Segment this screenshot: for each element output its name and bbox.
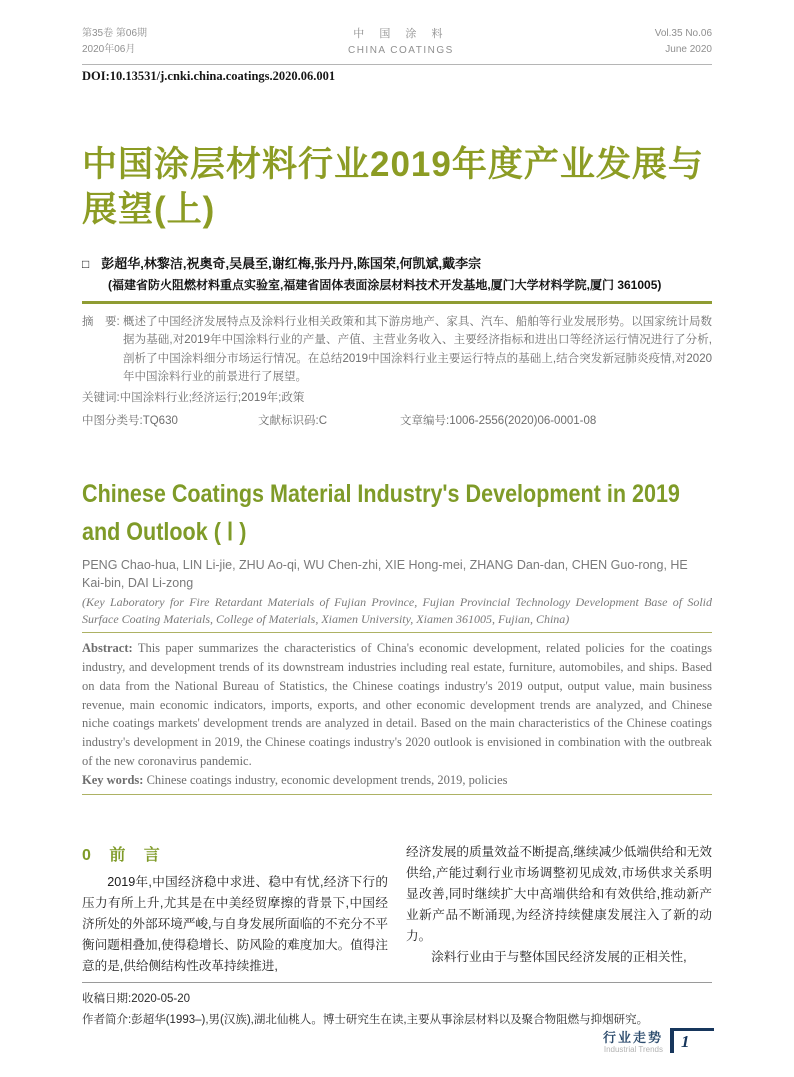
received-date: 收稿日期:2020-05-20 (82, 992, 191, 1005)
author-marker-square: □ (82, 256, 90, 271)
header-center (348, 26, 454, 59)
divider-authors (82, 301, 712, 304)
article-id-label: 文章编号: (400, 414, 450, 427)
body-paragraph: 经济发展的质量效益不断提高,继续减少低端供给和无效供给,产能过剩行业市场调整初见成效,市场供求关系明显改善,同时继续扩大中高端供给和有效供给,推动新产业新产品不断涌现,为经济持续健康发展注入了新的动力。 (406, 845, 712, 943)
body-column-left (82, 842, 388, 976)
column-label-cn: 行业走势 (602, 1030, 663, 1046)
footer-mark (603, 1028, 714, 1055)
abstract-en-text: This paper summarizes the characteristics of China's economic development, related policies for the coatings industry, and development trends of its downstream industries including real estate, furniture, automobiles, and ships. Based on data from the National Bureau of Statistics, the Chinese coatings industry's 2019 output, output value, main business revenue, main economic indicators, imports, exports, and other economic development trends are analyzed, and Chinese niche coatings markets' development trends are analyzed in detail. Based on the main characteristics of the Chinese coatings industry's development in 2019, the Chinese coatings industry's 2020 outlook is envisioned in combination with the outbreak of the new coronavirus pandemic. (82, 641, 712, 768)
classification-row (82, 412, 712, 431)
doi-line: DOI:10.13531/j.cnki.china.coatings.2020.06.001 (82, 68, 336, 83)
doc-code-item (258, 412, 400, 431)
keywords-en-row (82, 771, 712, 790)
authors-row-cn (82, 253, 712, 272)
keywords-en-text: Chinese coatings industry, economic development trends, 2019, policies (143, 772, 508, 787)
divider-en-abstract-top (82, 632, 712, 633)
abstract-cn-label: 摘 要: (82, 315, 120, 328)
journal-title-cn: 中 国 涂 料 (353, 28, 449, 40)
clc-item (82, 412, 258, 431)
journal-title-en: CHINA COATINGS (347, 45, 454, 57)
article-title-en: Chinese Coatings Material Industry's Development in 2019 and Outlook ( Ⅰ ) (82, 480, 680, 546)
body-columns (82, 842, 712, 976)
affiliation-cn: (福建省防火阻燃材料重点实验室,福建省固体表面涂层材料技术开发基地,厦门大学材料学院,厦门 361005) (108, 277, 662, 292)
column-label-en: Industrial Trends (603, 1045, 663, 1055)
clc-value: TQ630 (142, 414, 178, 427)
body-column-right (406, 842, 712, 976)
column-label (603, 1028, 663, 1055)
keywords-cn-row (82, 389, 712, 408)
author-names-en: PENG Chao-hua, LIN Li-jie, ZHU Ao-qi, WU Chen-zhi, XIE Hong-mei, ZHANG Dan-dan, CHEN Guo-rong, HE Kai-bin, DAI Li-zong (82, 558, 688, 590)
body-paragraph: 涂料行业由于与整体国民经济发展的正相关性, (431, 949, 687, 964)
article-title-cn: 中国涂层材料行业2019年度产业发展与展望(上) (82, 144, 704, 230)
date-en: June 2020 (665, 43, 712, 55)
footnote-block (82, 989, 712, 1032)
abstract-en (82, 639, 712, 770)
keywords-cn-label: 关键词: (82, 392, 120, 405)
page-number: 1 (670, 1028, 714, 1053)
volume-issue-cn: 第35卷 第06期 (82, 28, 148, 39)
article-id-item (400, 412, 596, 431)
keywords-cn-text: 中国涂料行业;经济运行;2019年;政策 (119, 392, 305, 405)
article-id-value: 1006-2556(2020)06-0001-08 (449, 414, 597, 427)
date-cn: 2020年06月 (82, 43, 136, 55)
affiliation-en: (Key Laboratory for Fire Retardant Materials of Fujian Province, Fujian Provincial Technology Development Base of Solid Surface Coating Materials, College of Materials, Xiamen University, Xiamen 361005, Fujian, China) (82, 594, 712, 626)
doc-code-value: C (318, 414, 328, 427)
author-bio: 作者简介:彭超华(1993–),男(汉族),湖北仙桃人。博士研究生在读,主要从事涂层材料以及聚合物阻燃与抑烟研究。 (82, 1014, 649, 1027)
abstract-cn (82, 313, 712, 388)
header-right (655, 26, 712, 57)
author-names-cn: 彭超华,林黎洁,祝奥奇,吴晨至,谢红梅,张丹丹,陈国荣,何凯斌,戴李宗 (101, 255, 482, 271)
divider-footnote (82, 982, 712, 983)
abstract-en-block (82, 639, 712, 789)
page-header (82, 26, 712, 65)
section-heading-0: 0 前 言 (82, 847, 167, 865)
doc-code-label: 文献标识码: (258, 414, 319, 427)
body-paragraph: 2019年,中国经济稳中求进、稳中有忧,经济下行的压力有所上升,尤其是在中美经贸摩擦的背景下,中国经济所处的外部环境严峻,与自身发展所面临的不充分不平衡问题相叠加,使得稳增长、防风险的难度加大。值得注意的是,供给侧结构性改革持续推进, (82, 875, 388, 973)
divider-en-abstract-bottom (82, 794, 712, 795)
abstract-cn-block (82, 313, 712, 431)
abstract-en-label: Abstract: (82, 641, 133, 656)
abstract-cn-text: 概述了中国经济发展特点及涂料行业相关政策和其下游房地产、家具、汽车、船舶等行业发展形势。以国家统计局数据为基础,对2019年中国涂料行业的产量、产值、主营业务收入、主要经济指标和进出口等经济运行情况进行了分析,剖析了中国涂料细分市场运行情况。在总结2019中国涂料行业主要运行特点的基础上,结合突发新冠肺炎疫情,对2020年中国涂料行业的前景进行了展望。 (123, 315, 712, 384)
clc-label: 中图分类号: (82, 414, 143, 427)
volume-issue-en: Vol.35 No.06 (654, 28, 712, 39)
header-left (82, 26, 147, 57)
keywords-en-label: Key words: (82, 772, 144, 787)
